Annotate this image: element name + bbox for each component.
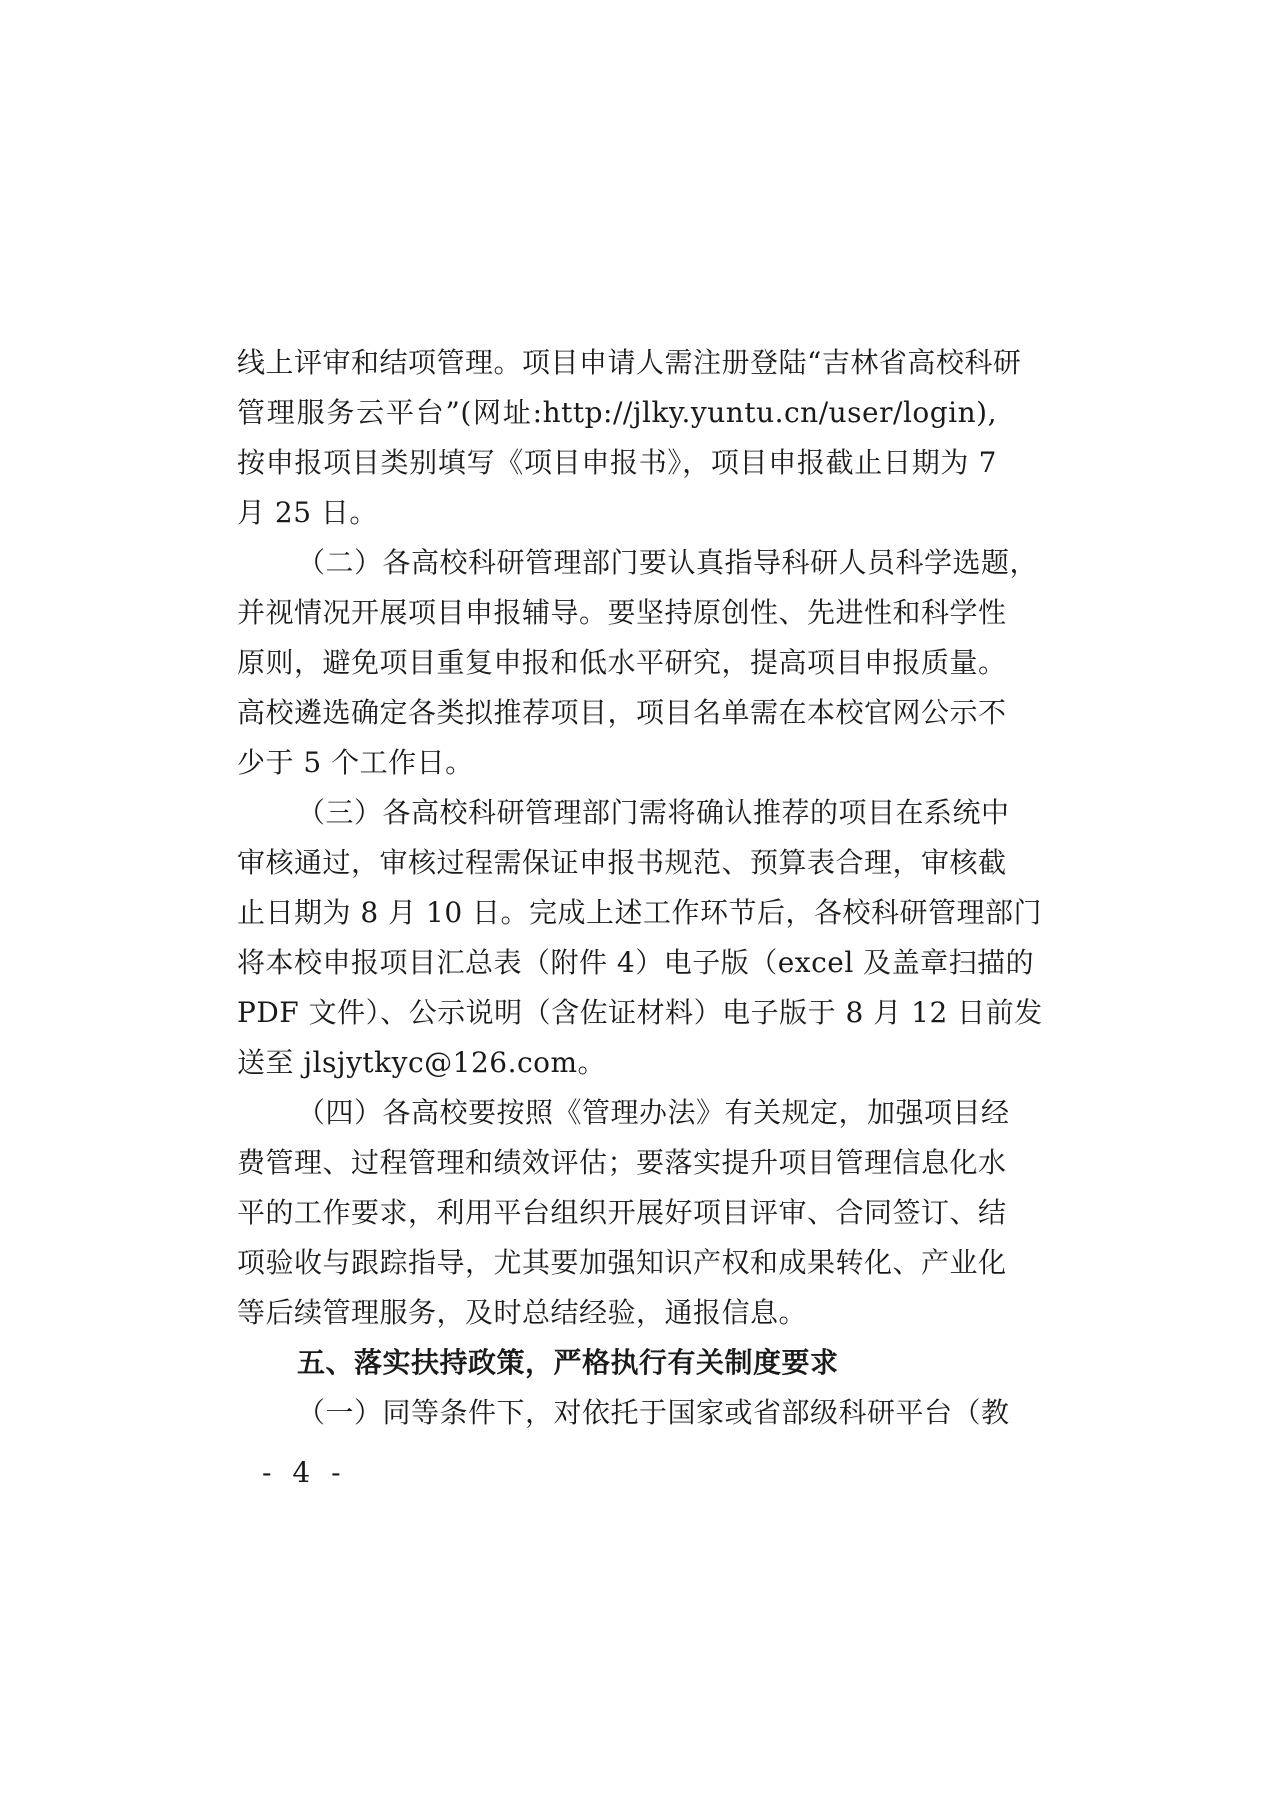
paragraph-2-line-1: （二）各高校科研管理部门要认真指导科研人员科学选题， — [297, 546, 1039, 579]
body-line-13: 将本校申报项目汇总表（附件 4）电子版（excel 及盖章扫描的 — [237, 946, 1035, 979]
body-line-1: 线上评审和结项管理。项目申请人需注册登陆“吉林省高校科研 — [237, 346, 1022, 379]
body-line-11: 审核通过，审核过程需保证申报书规范、预算表合理，审核截 — [237, 846, 1007, 879]
body-line-18: 平的工作要求，利用平台组织开展好项目评审、合同签订、结 — [237, 1196, 1007, 1229]
body-line-15: 送至 jlsjytkyc@126.com。 — [237, 1046, 607, 1079]
section-heading: 五、落实扶持政策，严格执行有关制度要求 — [297, 1346, 839, 1379]
body-line-6: 并视情况开展项目申报辅导。要坚持原创性、先进性和科学性 — [237, 596, 1007, 629]
body-line-8: 高校遴选确定各类拟推荐项目，项目名单需在本校官网公示不 — [237, 696, 1007, 729]
page-number: - 4 - — [262, 1456, 347, 1489]
paragraph-4-line-1: （四）各高校要按照《管理办法》有关规定，加强项目经 — [297, 1096, 1010, 1129]
body-line-2: 管理服务云平台”(网址:http://jlky.yuntu.cn/user/login), — [237, 396, 997, 429]
body-line-12: 止日期为 8 月 10 日。完成上述工作环节后，各校科研管理部门 — [237, 896, 1043, 929]
body-line-3: 按申报项目类别填写《项目申报书》，项目申报截止日期为 7 — [237, 446, 997, 479]
body-line-4: 月 25 日。 — [237, 496, 378, 529]
body-line-20: 等后续管理服务，及时总结经验，通报信息。 — [237, 1296, 808, 1329]
body-line-14: PDF 文件）、公示说明（含佐证材料）电子版于 8 月 12 日前发 — [237, 996, 1043, 1029]
paragraph-6-line-1: （一）同等条件下，对依托于国家或省部级科研平台（教 — [297, 1396, 1010, 1429]
paragraph-3-line-1: （三）各高校科研管理部门需将确认推荐的项目在系统中 — [297, 796, 1010, 829]
body-line-7: 原则，避免项目重复申报和低水平研究，提高项目申报质量。 — [237, 646, 1007, 679]
body-line-9: 少于 5 个工作日。 — [237, 746, 474, 779]
body-line-17: 费管理、过程管理和绩效评估；要落实提升项目管理信息化水 — [237, 1146, 1007, 1179]
body-line-19: 项验收与跟踪指导，尤其要加强知识产权和成果转化、产业化 — [237, 1246, 1007, 1279]
